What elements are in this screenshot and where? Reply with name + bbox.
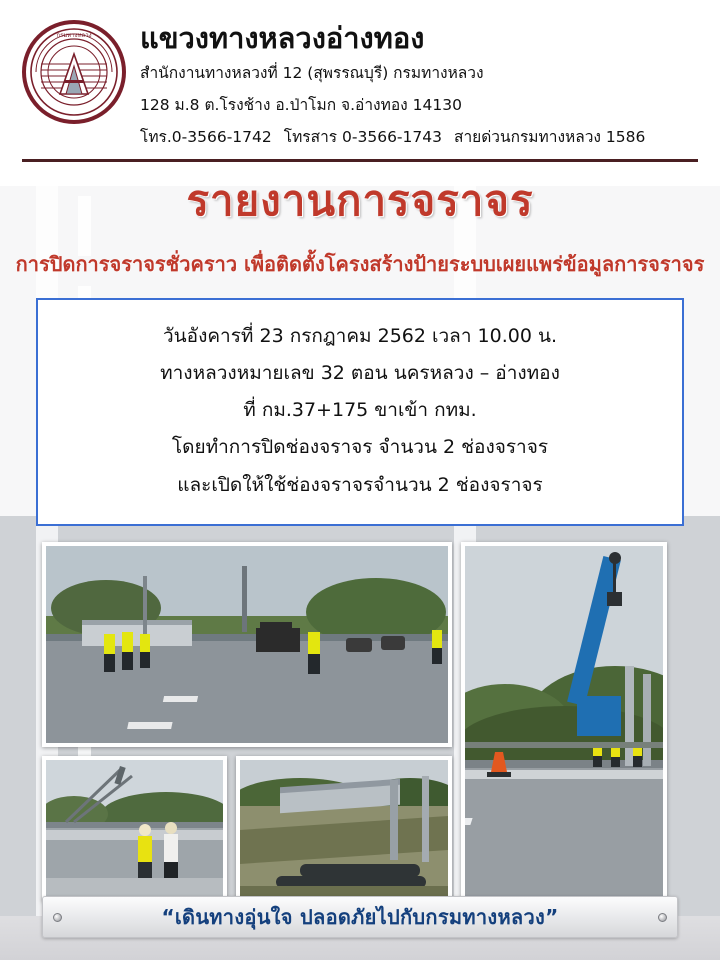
- announcement-box: [36, 298, 684, 525]
- announcement-line-4: โดยทำการปิดช่องจราจร จำนวน 2 ช่องจราจร: [171, 436, 549, 459]
- announcement-line-3: ที่ กม.37+175 ขาเข้า กทม.: [243, 399, 477, 422]
- photo-sign-structure-ground: [236, 756, 452, 901]
- footer-slogan: “เดินทางอุ่นใจ ปลอดภัยไปกับกรมทางหลวง”: [161, 905, 559, 929]
- announcement-line-2: ทางหลวงหมายเลข 32 ตอน นครหลวง – อ่างทอง: [160, 362, 560, 385]
- header-divider: [22, 159, 698, 162]
- organization-address: 128 ม.8 ต.โรงช้าง อ.ป่าโมก จ.อ่างทอง 14130: [140, 95, 462, 114]
- announcement-line-1: วันอังคารที่ 23 กรกฎาคม 2562 เวลา 10.00 น.: [163, 325, 557, 348]
- footer-bolt-left-icon: [53, 913, 62, 922]
- photo-gallery: [42, 542, 678, 910]
- organization-fax: โทรสาร 0-3566-1743: [283, 127, 442, 146]
- page-title: รายงานการจราจร: [186, 176, 534, 226]
- title-section: [0, 178, 720, 280]
- announcement-line-5: และเปิดให้ใช้ช่องจราจรจำนวน 2 ช่องจราจร: [177, 473, 543, 496]
- svg-text:กรมทางหลวง: กรมทางหลวง: [56, 32, 92, 39]
- organization-contact: [140, 128, 645, 147]
- organization-subtitle: สำนักงานทางหลวงที่ 12 (สุพรรณบุรี) กรมทางหลวง: [140, 64, 484, 83]
- organization-name: แขวงทางหลวงอ่างทอง: [140, 21, 425, 55]
- footer-bolt-right-icon: [658, 913, 667, 922]
- organization-hotline: สายด่วนกรมทางหลวง 1586: [453, 127, 646, 146]
- photo-crane-installing-sign: [461, 542, 667, 910]
- footer-banner: [42, 896, 678, 938]
- organization-tel: โทร.0-3566-1742: [140, 127, 272, 146]
- document-header: [0, 0, 720, 150]
- page-subtitle: การปิดการจราจรชั่วคราว เพื่อติดตั้งโครงสร้างป้ายระบบเผยแพร่ข้อมูลการจราจร: [15, 252, 705, 277]
- department-of-highways-seal-icon: [22, 20, 126, 124]
- photo-traffic-lane-closure-wide: [42, 542, 452, 747]
- photo-workers-on-bridge: [42, 756, 227, 901]
